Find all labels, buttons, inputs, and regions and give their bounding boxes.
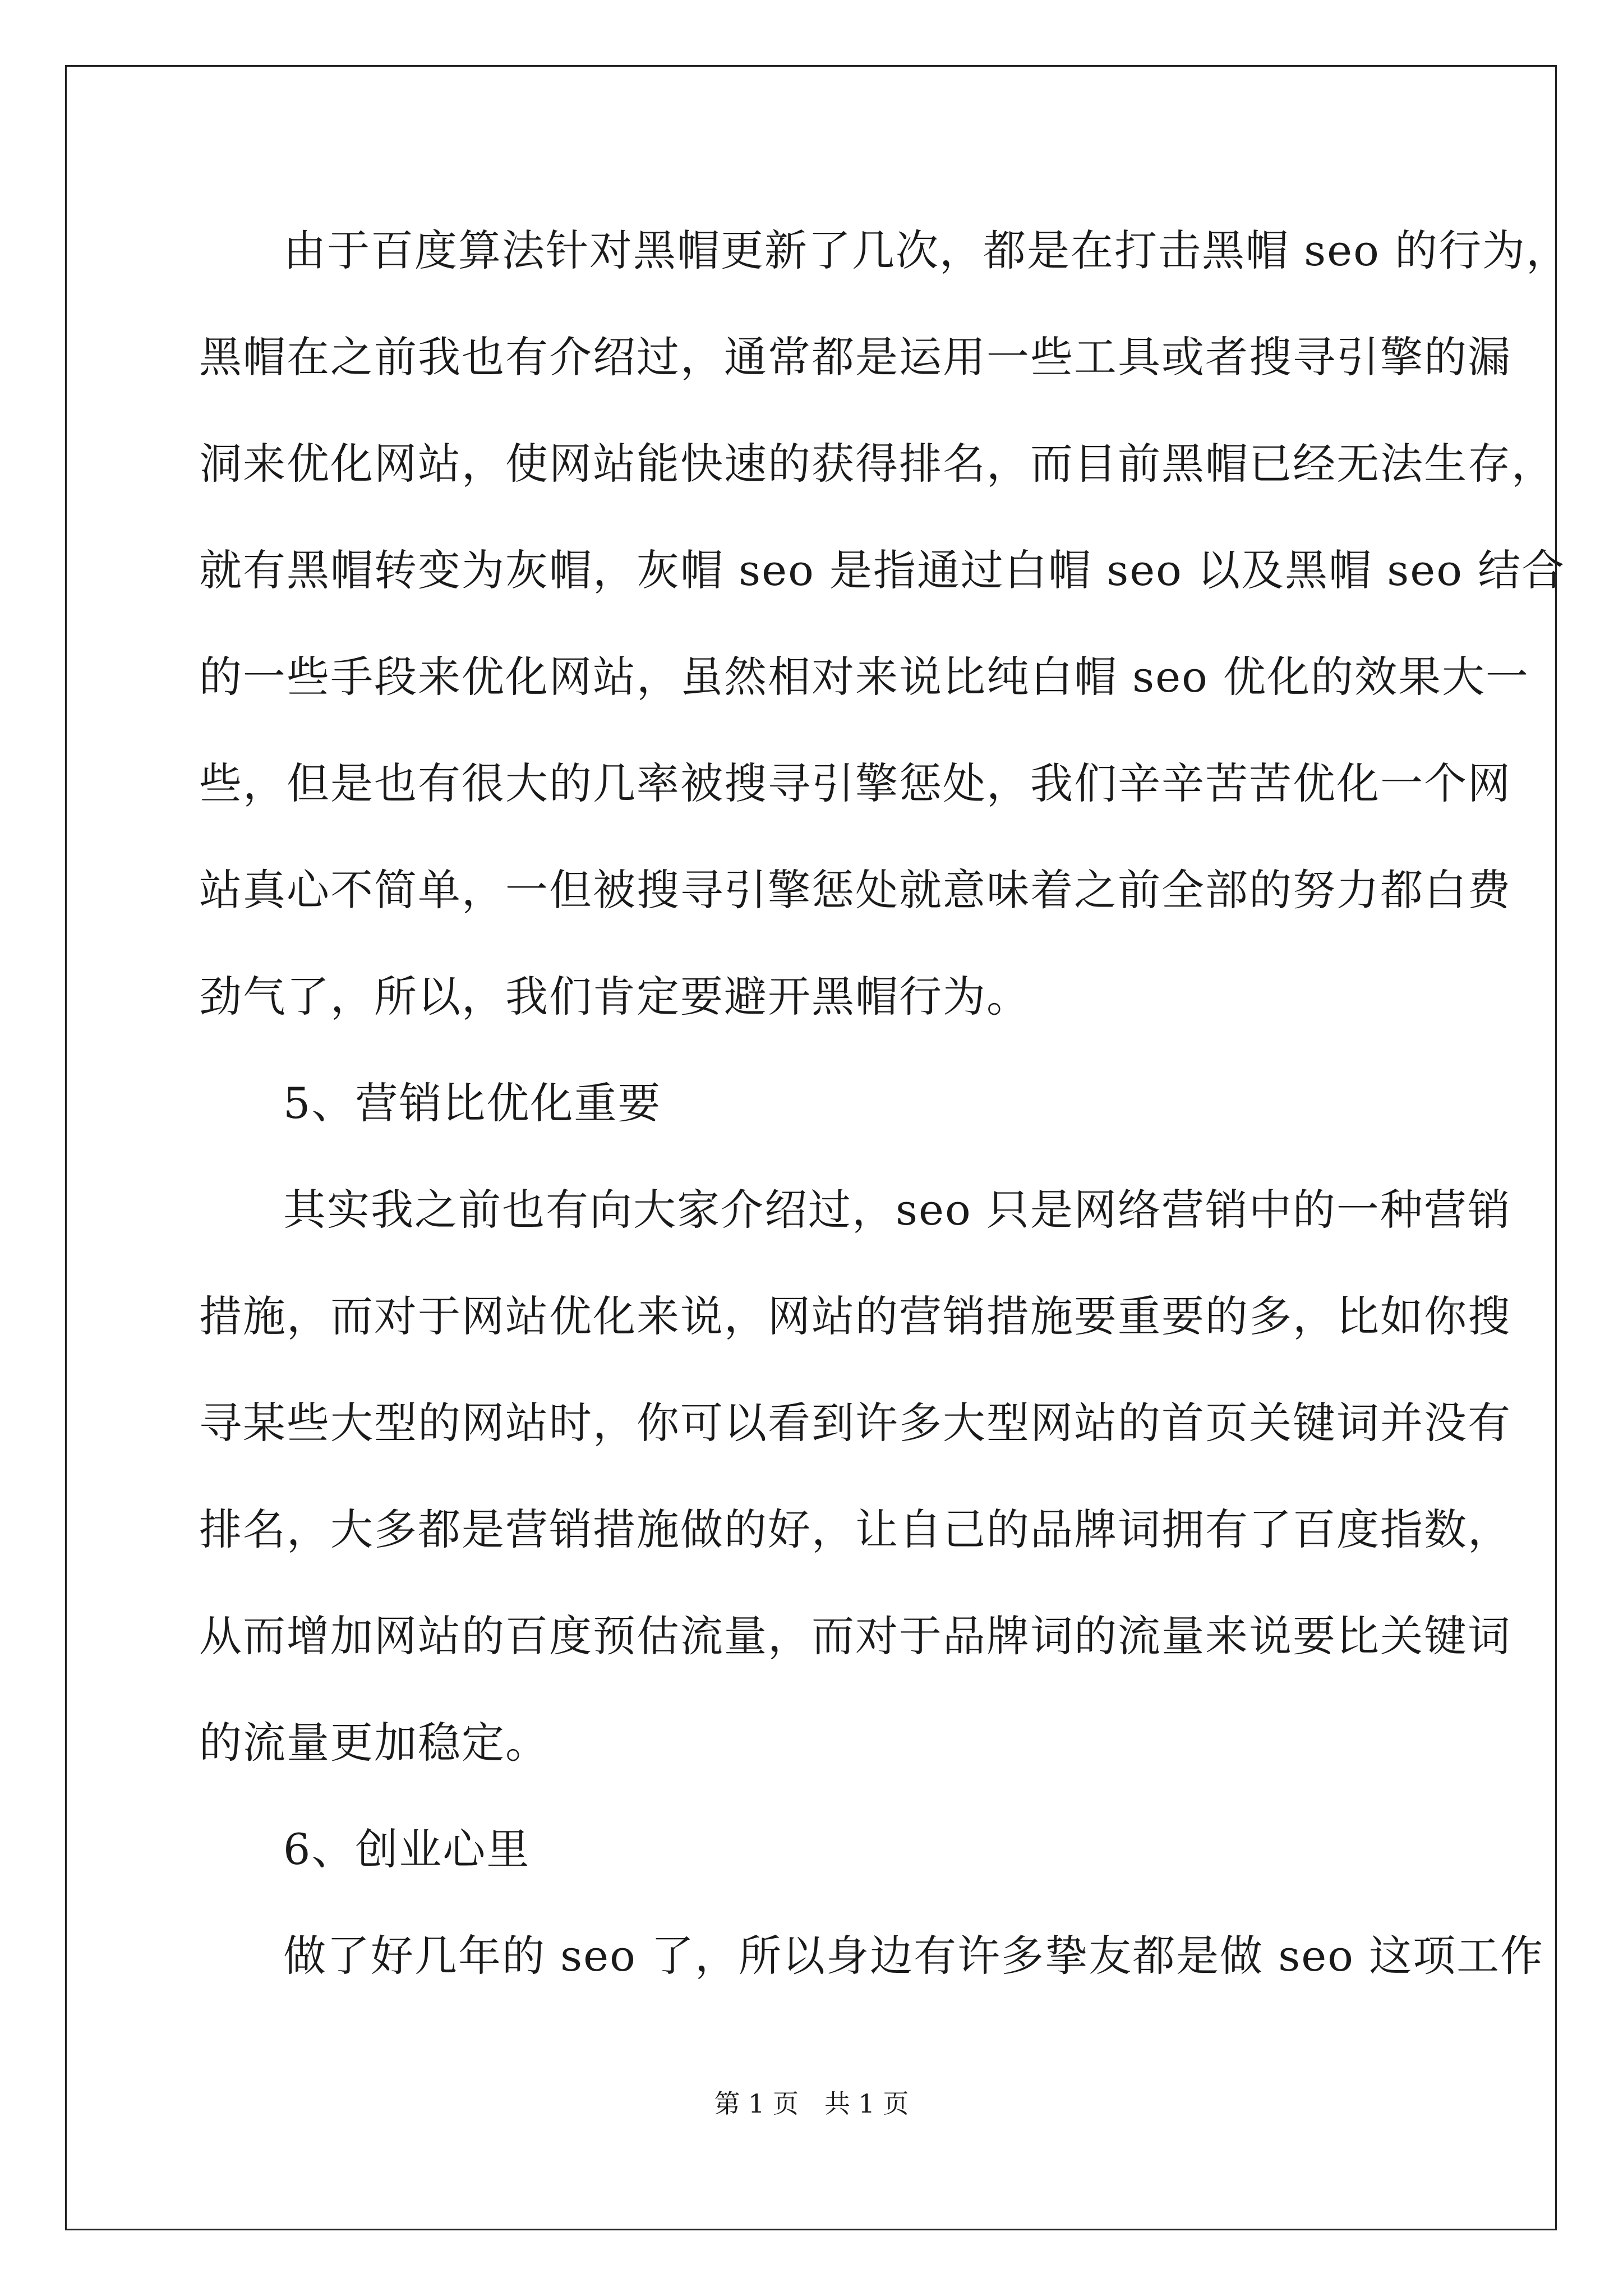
document-body: [199, 209, 1570, 2021]
page-footer: 第 1 页 共 1 页: [714, 2088, 909, 2119]
paragraph-line: 措施，而对于网站优化来说，网站的营销措施要重要的多，比如你搜: [199, 1291, 1511, 1341]
section-heading: 5、营销比优化重要: [283, 1078, 662, 1128]
paragraph-line: 站真心不简单，一但被搜寻引擎惩处就意味着之前全部的努力都白费: [199, 865, 1511, 915]
paragraph-line: 的一些手段来优化网站，虽然相对来说比纯白帽 seo 优化的效果大一: [199, 652, 1530, 702]
paragraph-line: 从而增加网站的百度预估流量，而对于品牌词的流量来说要比关键词: [199, 1611, 1511, 1661]
paragraph-line: 黑帽在之前我也有介绍过，通常都是运用一些工具或者搜寻引擎的漏: [199, 332, 1511, 382]
paragraph-line: 的流量更加稳定。: [199, 1718, 549, 1768]
paragraph-line: 就有黑帽转变为灰帽，灰帽 seo 是指通过白帽 seo 以及黑帽 seo 结合: [199, 545, 1566, 595]
section-heading: 6、创业心里: [283, 1824, 531, 1874]
paragraph-line: 排名，大多都是营销措施做的好，让自己的品牌词拥有了百度指数，: [199, 1504, 1511, 1554]
paragraph-line: 劲气了，所以，我们肯定要避开黑帽行为。: [199, 972, 1030, 1022]
paragraph-line: 洞来优化网站，使网站能快速的获得排名，而目前黑帽已经无法生存，: [199, 439, 1555, 489]
paragraph-line: 其实我之前也有向大家介绍过，seo 只是网络营销中的一种营销: [283, 1185, 1511, 1235]
paragraph-line: 寻某些大型的网站时，你可以看到许多大型网站的首页关键词并没有: [199, 1398, 1511, 1448]
paragraph-line: 由于百度算法针对黑帽更新了几次，都是在打击黑帽 seo 的行为，: [283, 226, 1570, 275]
paragraph-line: 些，但是也有很大的几率被搜寻引擎惩处，我们辛辛苦苦优化一个网: [199, 758, 1511, 808]
paragraph-line: 做了好几年的 seo 了，所以身边有许多挚友都是做 seo 这项工作: [283, 1931, 1544, 1981]
